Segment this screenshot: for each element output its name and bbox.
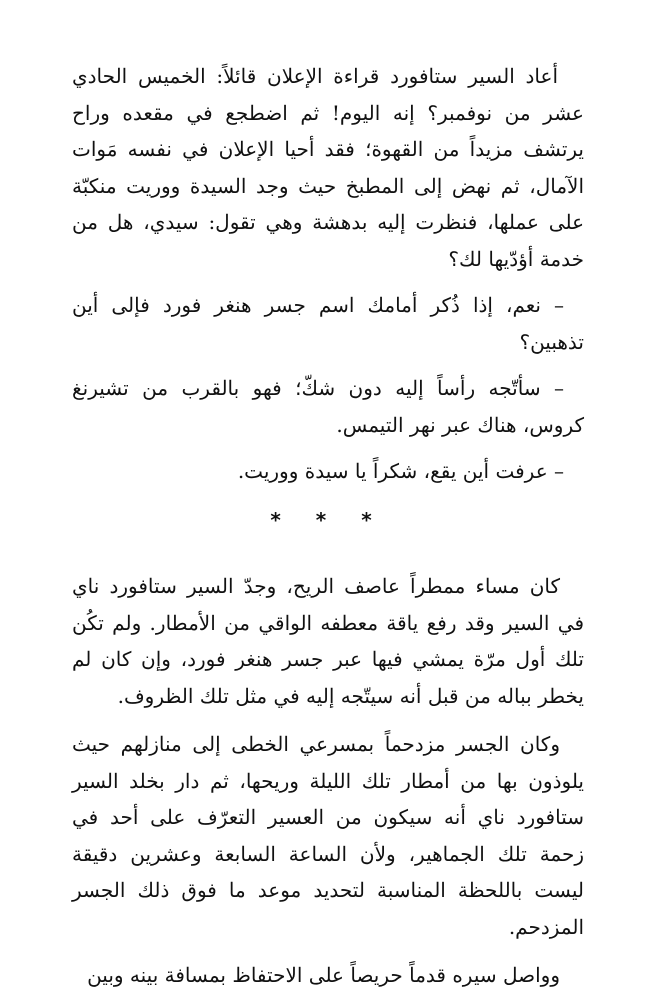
dialogue-line-answer: – سأتّجه رأساً إليه دون شكّ؛ فهو بالقرب من تشيرنغ كروس، هناك عبر نهر التيمس. bbox=[72, 376, 584, 437]
paragraph-continued-walk: وواصل سيره قدماً حريصاً على الاحتفاظ بمسافة بينه وبين bbox=[87, 963, 560, 987]
section-separator: * * * bbox=[270, 507, 386, 532]
dialogue-line-thanks: – عرفت أين يقع، شكراً يا سيدة ووريت. bbox=[237, 459, 564, 483]
paragraph-crowded-bridge: وكان الجسر مزدحماً بمسرعي الخطى إلى منازلهم حيث يلوذون بها من أمطار تلك الليلة وريحها، ثم دار بخلد السير ستافورد ناي أنه سيكون من العسير التعرّف على أحد في زحمة تلك الجماهير، ولأن الساعة السابعة وعشرين دقيقة ليست باللحظة المناسبة لتحديد موعد ما فوق ذلك الجسر المزدحم. bbox=[72, 732, 585, 939]
dialogue-line-question: – نعم، إذا ذُكر أمامك اسم جسر هنغر فورد فإلى أين تذهبين؟ bbox=[72, 293, 584, 354]
paragraph-rainy-evening: كان مساء ممطراً عاصف الريح، وجدّ السير ستافورد ناي في السير وقد رفع ياقة معطفه الواقي من الأمطار. ولم تكُن تلك أول مرّة يمشي فيها عبر جسر هنغر فورد، وإن كان لم يخطر بباله من قبل أنه سيتّجه إليه في مثل تلك الظروف. bbox=[72, 574, 584, 708]
paragraph-advertisement: أعاد السير ستافورد قراءة الإعلان قائلاً: الخميس الحادي عشر من نوفمبر؟ إنه اليوم! ثم اضطجع في مقعده وراح يرتشف مزيداً من القهوة؛ فقد أحيا الإعلان في نفسه مَوات الآمال، ثم نهض إلى المطبخ حيث وجد السيدة ووريت منكبّة على عملها، فنظرت إليه بدهشة وهي تقول: سيدي، هل من خدمة أؤدّيها لك؟ bbox=[72, 64, 584, 271]
book-page bbox=[72, 58, 584, 994]
